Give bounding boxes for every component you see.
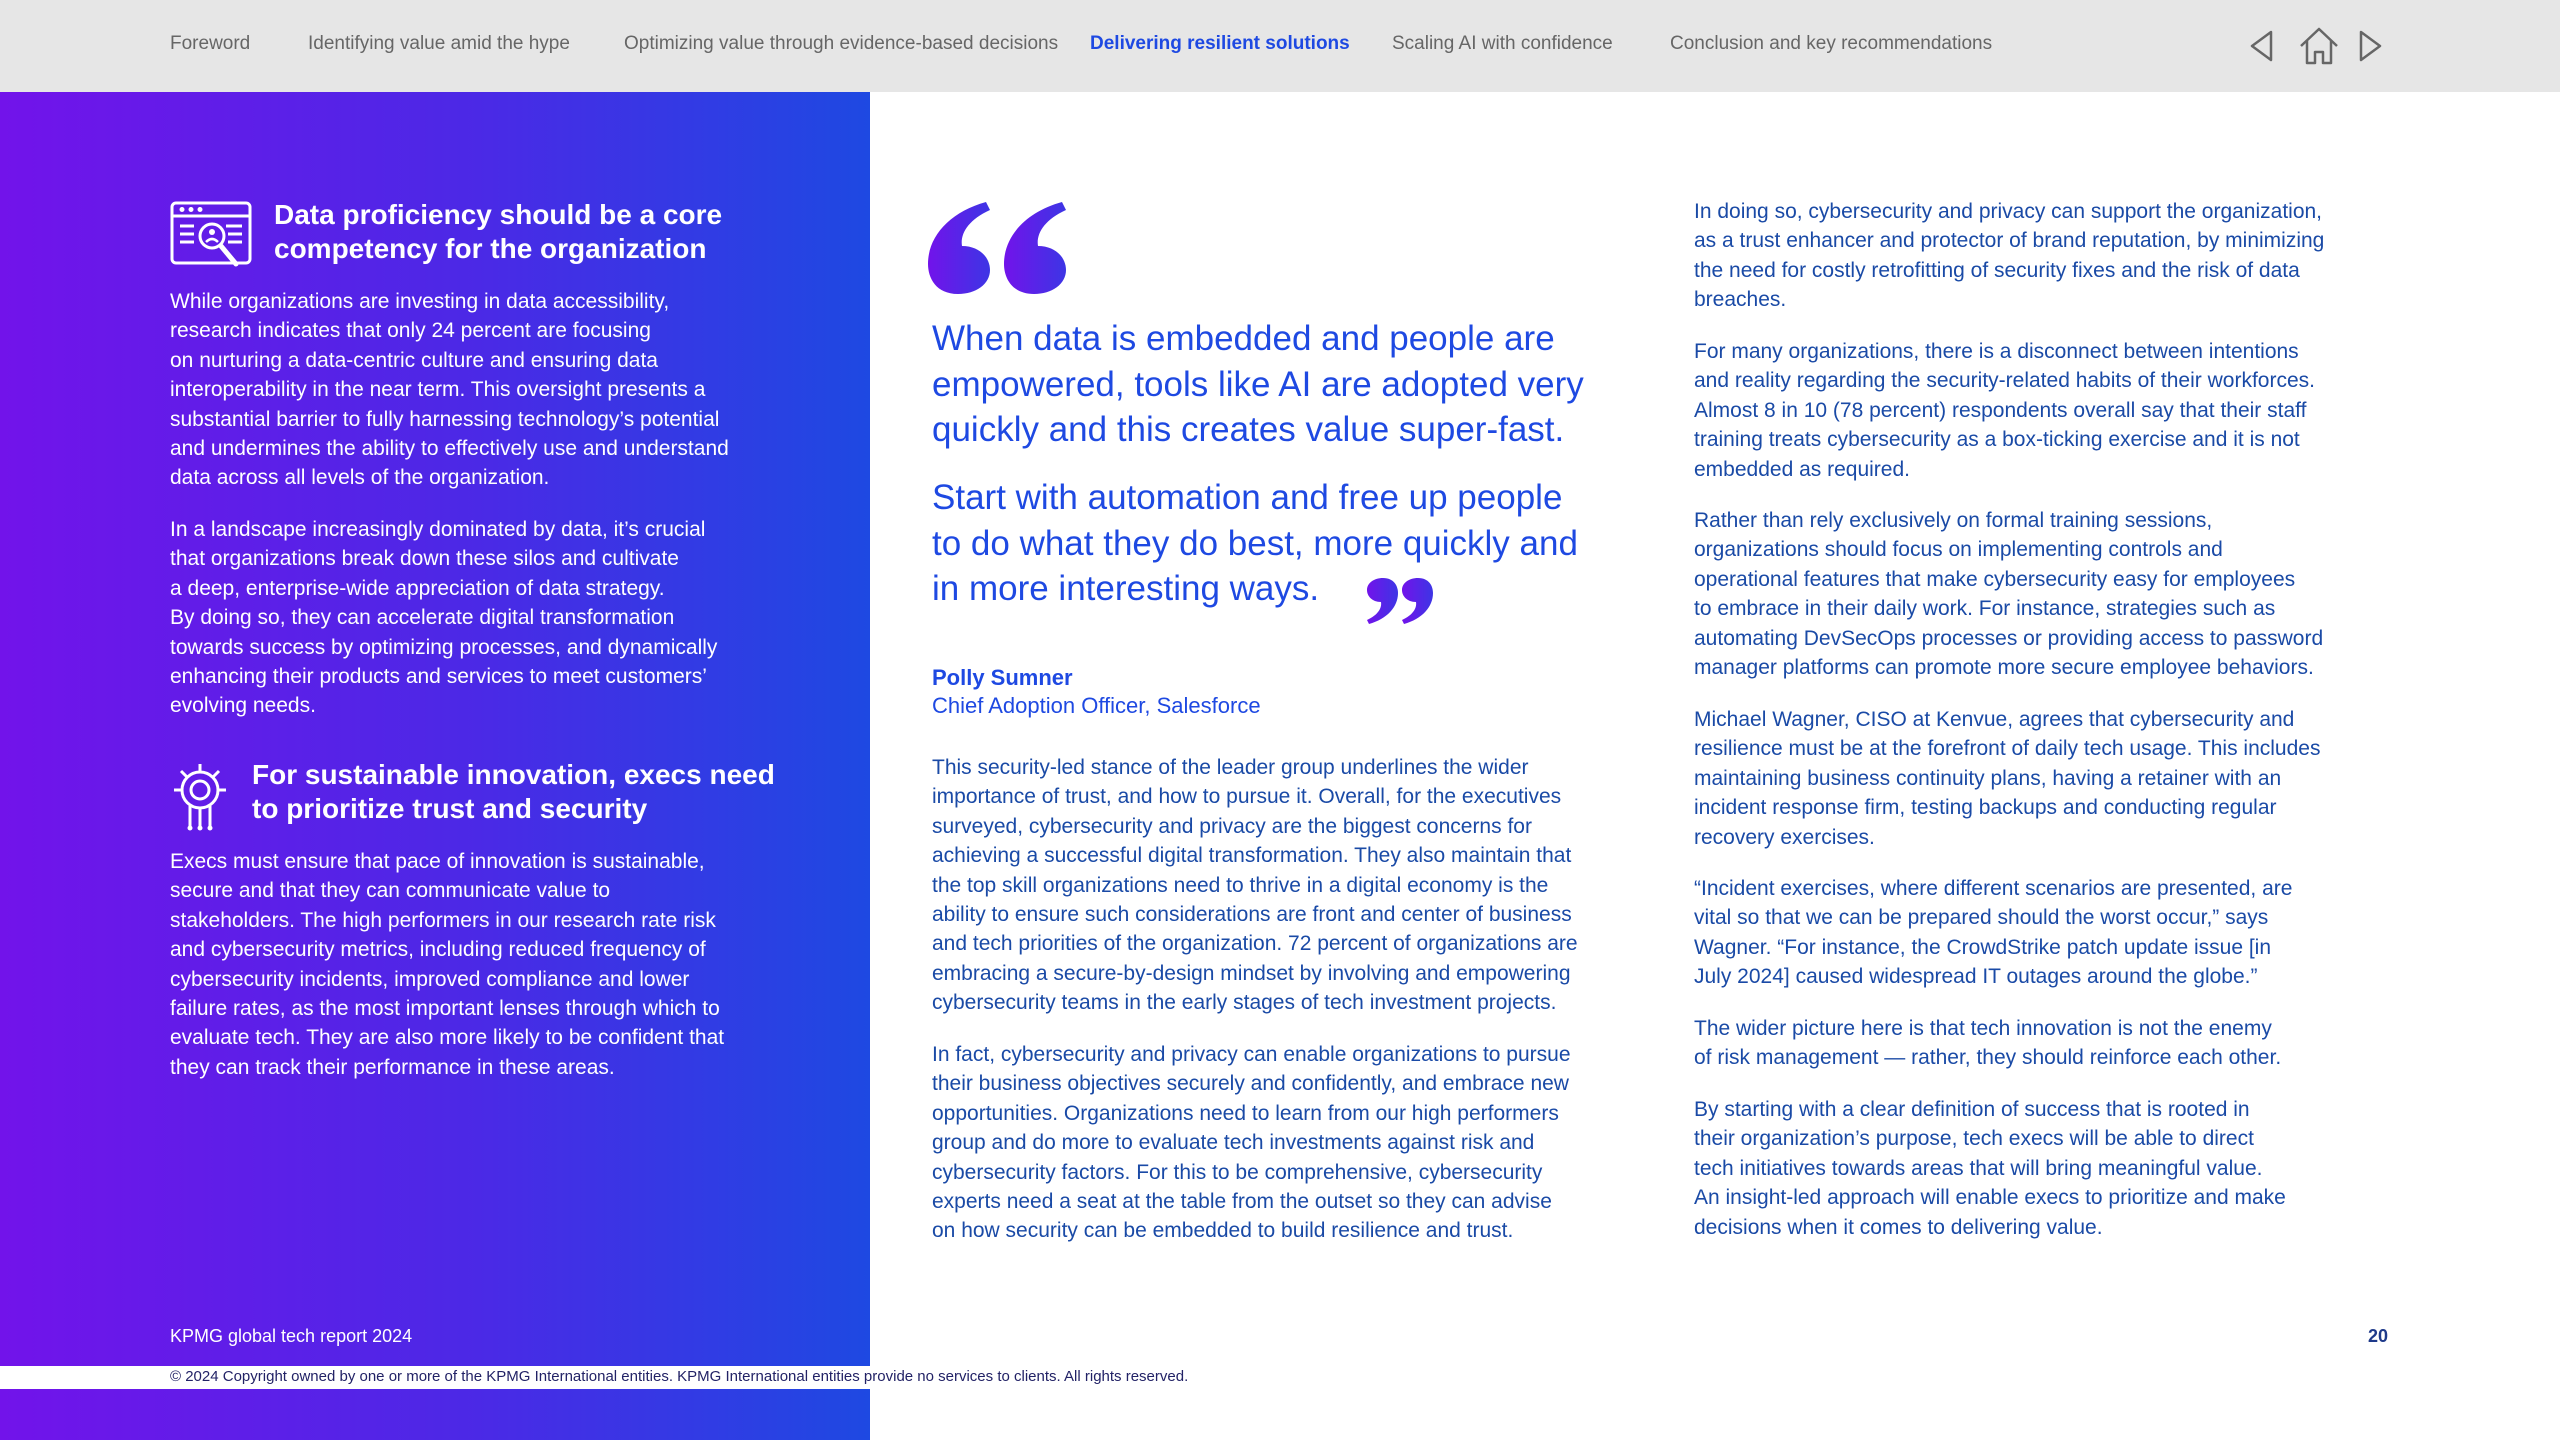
section-heading-data-proficiency: Data proficiency should be a core competency for the organization: [274, 199, 723, 264]
middle-paragraph-1: This security-led stance of the leader group underlines the wider importance of trust, and how to pursue it. Overall, for the executives surveyed, cybersecurity and privacy are the biggest concerns for achieving a successful digital transformation. They also maintain that the top skill organizations need to thrive in a digital economy is the ability to ensure such considerations are front and center of business and tech priorities of the organization. 72 percent of organizations are embracing a secure-by-design mindset by involving and empowering cybersecurity teams in the early stages of tech investment projects.: [932, 756, 1578, 1015]
page-number: 20: [2368, 1326, 2389, 1346]
nav-tab-optimizing-value[interactable]: Optimizing value through evidence-based decisions: [624, 33, 1059, 54]
arrow-left-icon[interactable]: [2248, 24, 2274, 68]
quote-author-title: Chief Adoption Officer, Salesforce: [932, 693, 1261, 718]
quote-author-name: Polly Sumner: [932, 665, 1073, 690]
right-paragraph-3: Rather than rely exclusively on formal training sessions, organizations should focus on implementing controls and operational features that make cybersecurity easy for employees to embrace in their daily work. For instance, strategies such as automating DevSecOps processes or providing access to password manager platforms can promote more secure employee behaviors.: [1694, 509, 2324, 680]
middle-paragraph-2: In fact, cybersecurity and privacy can enable organizations to pursue their business objectives securely and confidently, and embrace new opportunities. Organizations need to learn from our high performers group and do more to evaluate tech investments against risk and cybersecurity factors. For this to be comprehensive, cybersecurity experts need a seat at the table from the outset so they can advise on how security can be embedded to build resilience and trust.: [932, 1043, 1571, 1243]
right-paragraph-1: In doing so, cybersecurity and privacy can support the organization, as a trust enhancer and protector of brand reputation, by minimizing the need for costly retrofitting of security fixes and the risk of data breaches.: [1694, 200, 2325, 312]
nav-tab-conclusion[interactable]: Conclusion and key recommendations: [1670, 33, 1993, 54]
right-paragraph-7: By starting with a clear definition of success that is rooted in their organization’s purpose, tech execs will be able to direct tech initiatives towards areas that will bring meaningful value. An insight-led approach will enable execs to prioritize and make decisions when it comes to delivering value.: [1694, 1098, 2286, 1239]
right-paragraph-5: “Incident exercises, where different scenarios are presented, are vital so that we can be prepared should the worst occur,” says Wagner. “For instance, the CrowdStrike patch update issue [in July 2024] caused widespread IT outages around the globe.”: [1694, 877, 2293, 989]
nav-tab-foreword[interactable]: Foreword: [170, 33, 251, 54]
arrow-right-icon[interactable]: [2358, 24, 2384, 68]
report-footer-title: KPMG global tech report 2024: [170, 1326, 413, 1346]
close-quote-icon: [1366, 576, 1434, 626]
right-paragraph-2: For many organizations, there is a disconnect between intentions and reality regarding the security-related habits of their workforces. Almost 8 in 10 (78 percent) respondents overall say that their staff training treats cybersecurity as a box-ticking exercise and it is not embedded as required.: [1694, 340, 2315, 481]
section-heading-sustainable-innovation: For sustainable innovation, execs need to prioritize trust and security: [252, 759, 775, 824]
open-quote-icon: [928, 198, 1068, 298]
data-proficiency-paragraph-1: While organizations are investing in data accessibility, research indicates that only 24 percent are focusing on nurturing a data-centric culture and ensuring data interoperability in the near term. This oversight presents a substantial barrier to fully harnessing technology’s potential and undermines the ability to effectively use and understand data across all levels of the organization.: [170, 290, 729, 490]
copyright-notice: © 2024 Copyright owned by one or more of the KPMG International entities. KPMG International entities provide no services to clients. All rights reserved.: [170, 1368, 1189, 1385]
data-search-icon: [170, 200, 254, 274]
shield-circuit-icon: [168, 760, 232, 832]
nav-tab-delivering-resilient[interactable]: Delivering resilient solutions: [1090, 33, 1350, 54]
nav-tab-scaling-ai[interactable]: Scaling AI with confidence: [1392, 33, 1613, 54]
top-navigation: [0, 0, 2560, 92]
data-proficiency-paragraph-2: In a landscape increasingly dominated by data, it’s crucial that organizations break down these silos and cultivate a deep, enterprise-wide appreciation of data strategy. By doing so, they can accelerate digital transformation towards success by optimizing processes, and dynamically enhancing their products and services to meet customers’ evolving needs.: [170, 518, 718, 718]
right-paragraph-6: The wider picture here is that tech innovation is not the enemy of risk management — rather, they should reinforce each other.: [1694, 1017, 2282, 1070]
nav-tab-identifying-value[interactable]: Identifying value amid the hype: [308, 33, 570, 54]
sustainable-innovation-paragraph: Execs must ensure that pace of innovation is sustainable, secure and that they can communicate value to stakeholders. The high performers in our research rate risk and cybersecurity metrics, including reduced frequency of cybersecurity incidents, improved compliance and lower failure rates, as the most important lenses through which to evaluate tech. They are also more likely to be confident that they can track their performance in these areas.: [170, 850, 725, 1079]
home-icon[interactable]: [2298, 24, 2340, 68]
right-paragraph-4: Michael Wagner, CISO at Kenvue, agrees that cybersecurity and resilience must be at the forefront of daily tech usage. This includes maintaining business continuity plans, having a retainer with an incident response firm, testing backups and conducting regular recovery exercises.: [1694, 708, 2321, 849]
pull-quote-paragraph-2: Start with automation and free up people to do what they do best, more quickly and in more interesting ways.: [932, 478, 1578, 608]
pull-quote-paragraph-1: When data is embedded and people are empowered, tools like AI are adopted very quickly and this creates value super-fast.: [932, 319, 1584, 449]
